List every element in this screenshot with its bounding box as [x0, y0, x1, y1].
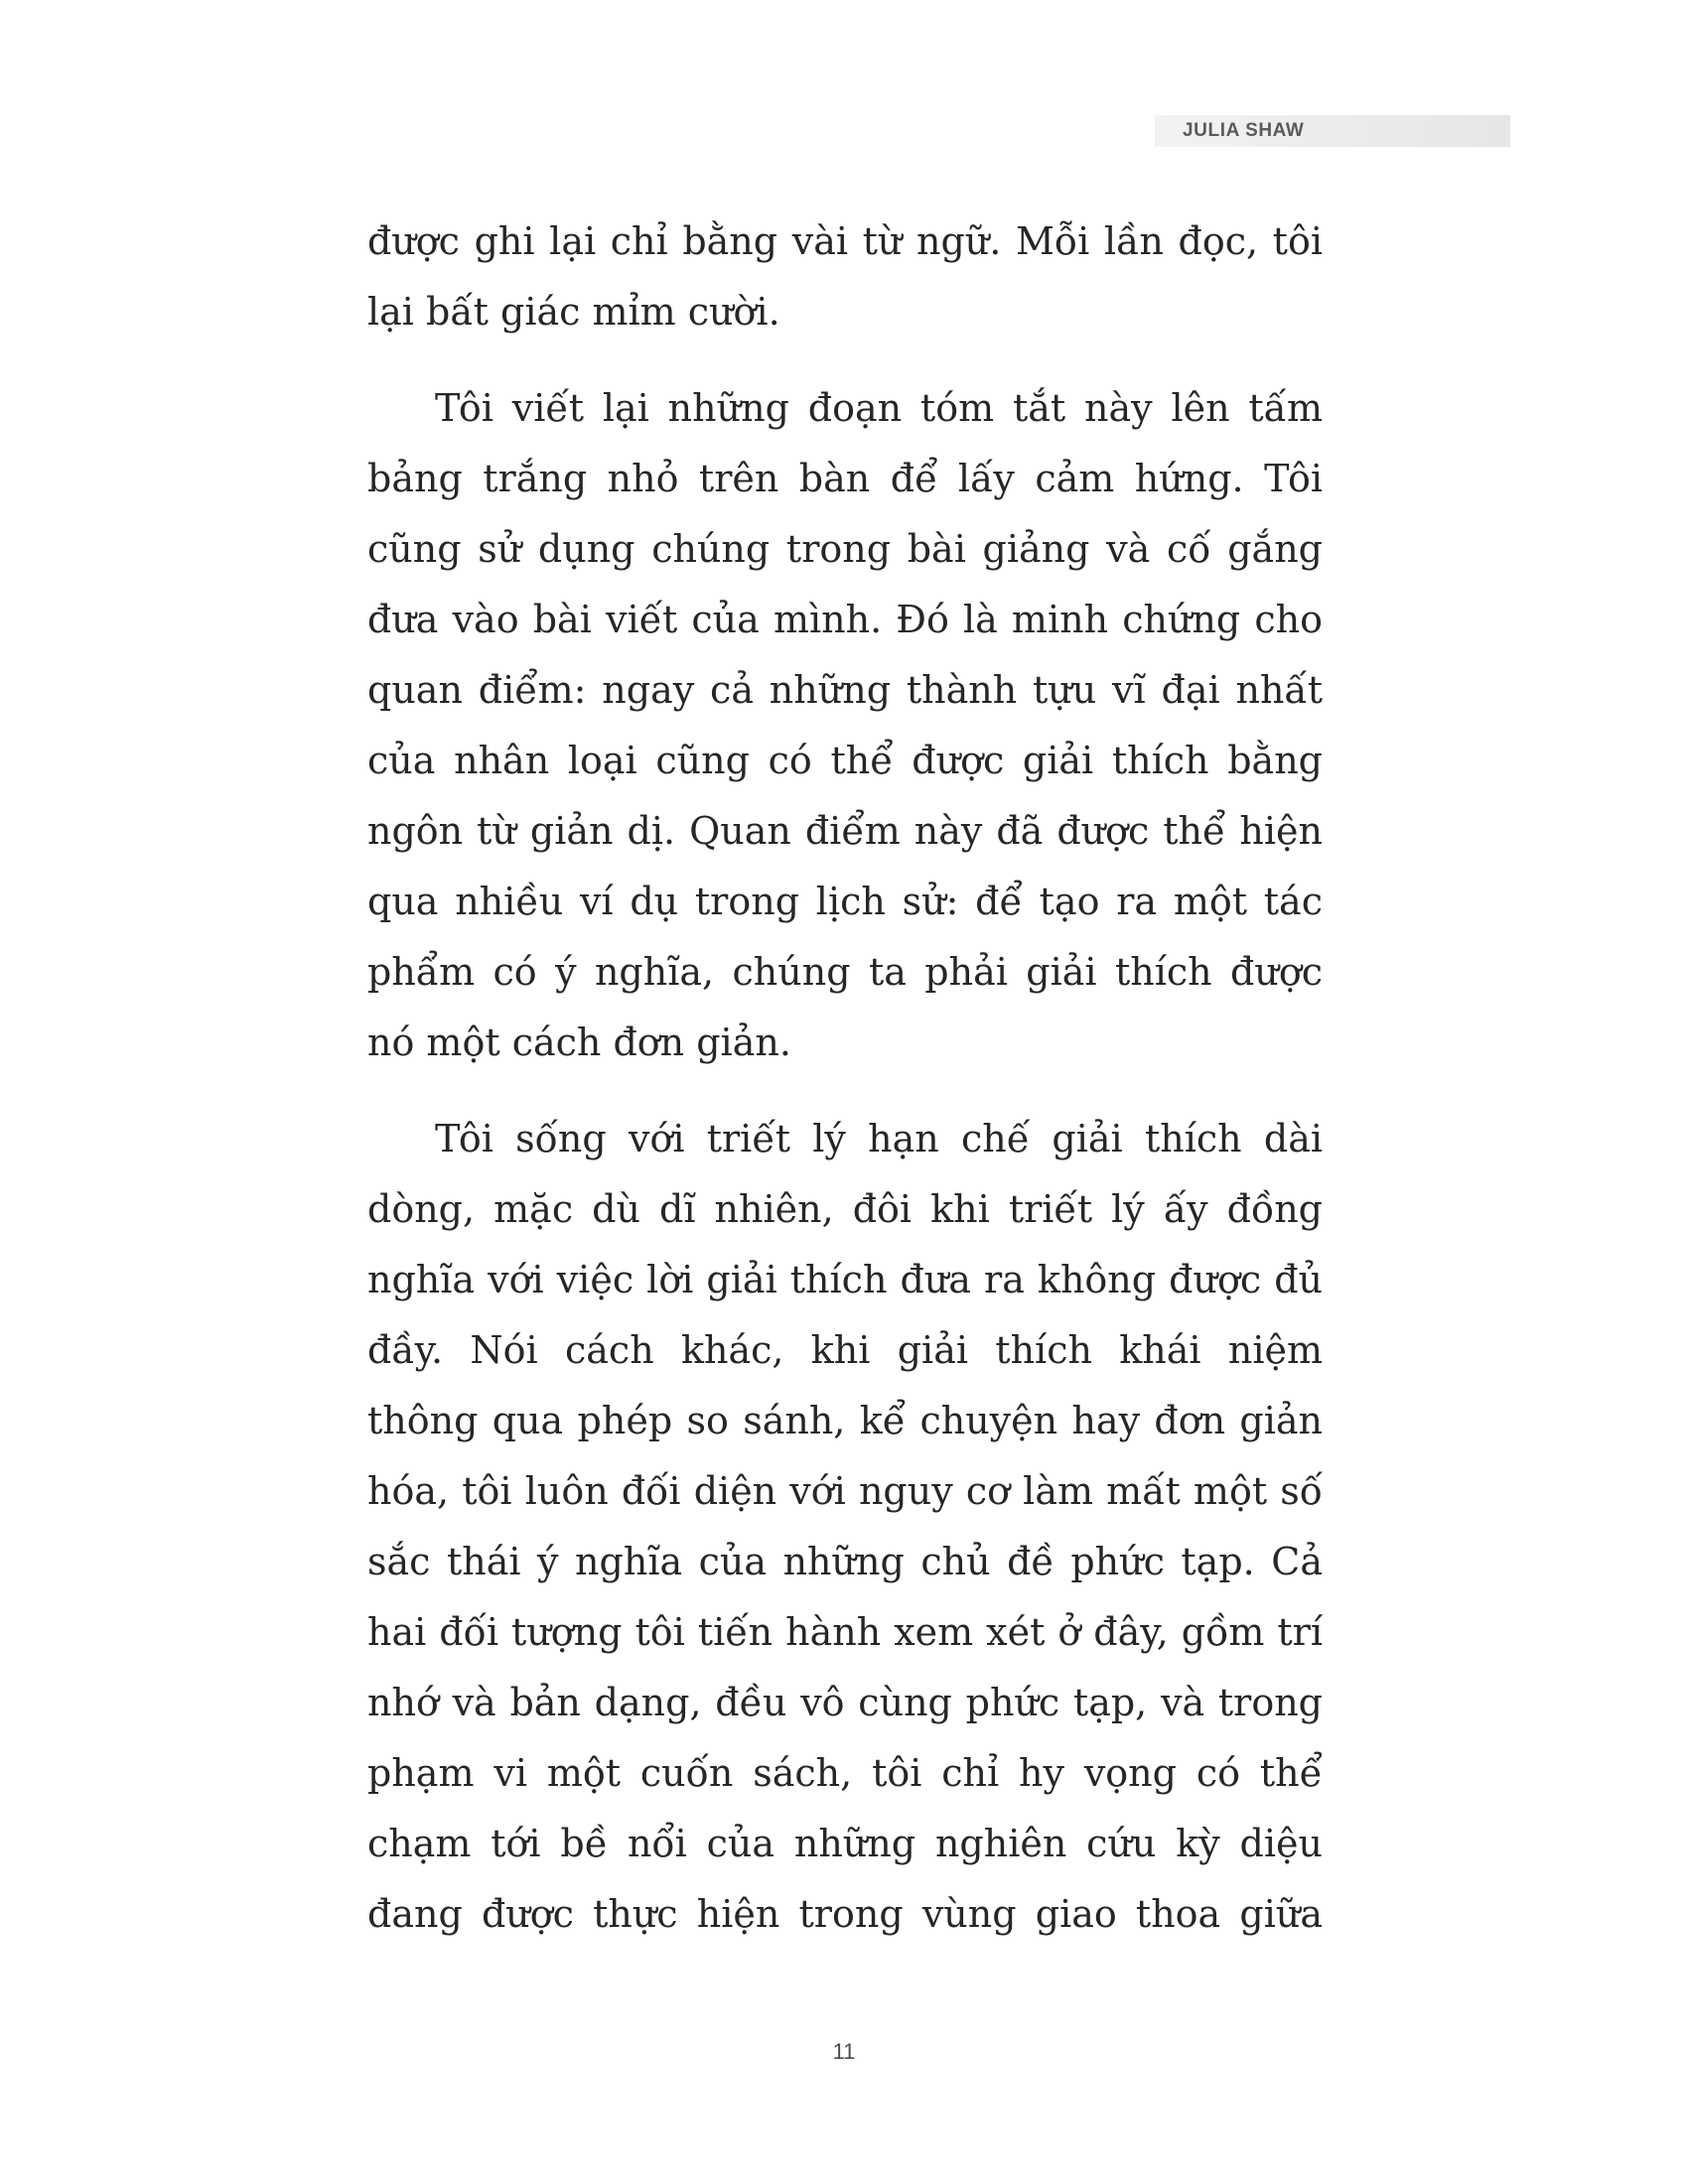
paragraph: Tôi sống với triết lý hạn chế giải thích dài dòng, mặc dù dĩ nhiên, đôi khi triết lý ấy đồng nghĩa với việc lời giải thích đưa ra không được đủ đầy. Nói cách khác, khi giải thích khái niệm thông qua phép so sánh, kể chuyện hay đơn giản hóa, tôi luôn đối diện với nguy cơ làm mất một số sắc thái ý nghĩa của những chủ đề phức tạp. Cả hai đối tượng tôi tiến hành xem xét ở đây, gồm trí nhớ và bản dạng, đều vô cùng phức tạp, và trong phạm vi một cuốn sách, tôi chỉ hy vọng có thể chạm tới bề nổi của những nghiên cứu kỳ diệu đang được thực hiện trong vùng giao thoa giữa [367, 1117, 1323, 1936]
running-header-bar [1155, 115, 1510, 147]
page-number: 11 [832, 2039, 856, 2064]
page-body-text [367, 206, 1323, 1976]
paragraph-continuation: được ghi lại chỉ bằng vài từ ngữ. Mỗi lần đọc, tôi lại bất giác mỉm cười. [367, 219, 1323, 334]
running-header-author: JULIA SHAW [1183, 120, 1305, 141]
paragraph: Tôi viết lại những đoạn tóm tắt này lên tấm bảng trắng nhỏ trên bàn để lấy cảm hứng. Tôi cũng sử dụng chúng trong bài giảng và cố gắng đưa vào bài viết của mình. Đó là minh chứng cho quan điểm: ngay cả những thành tựu vĩ đại nhất của nhân loại cũng có thể được giải thích bằng ngôn từ giản dị. Quan điểm này đã được thể hiện qua nhiều ví dụ trong lịch sử: để tạo ra một tác phẩm có ý nghĩa, chúng ta phải giải thích được nó một cách đơn giản. [367, 386, 1323, 1064]
